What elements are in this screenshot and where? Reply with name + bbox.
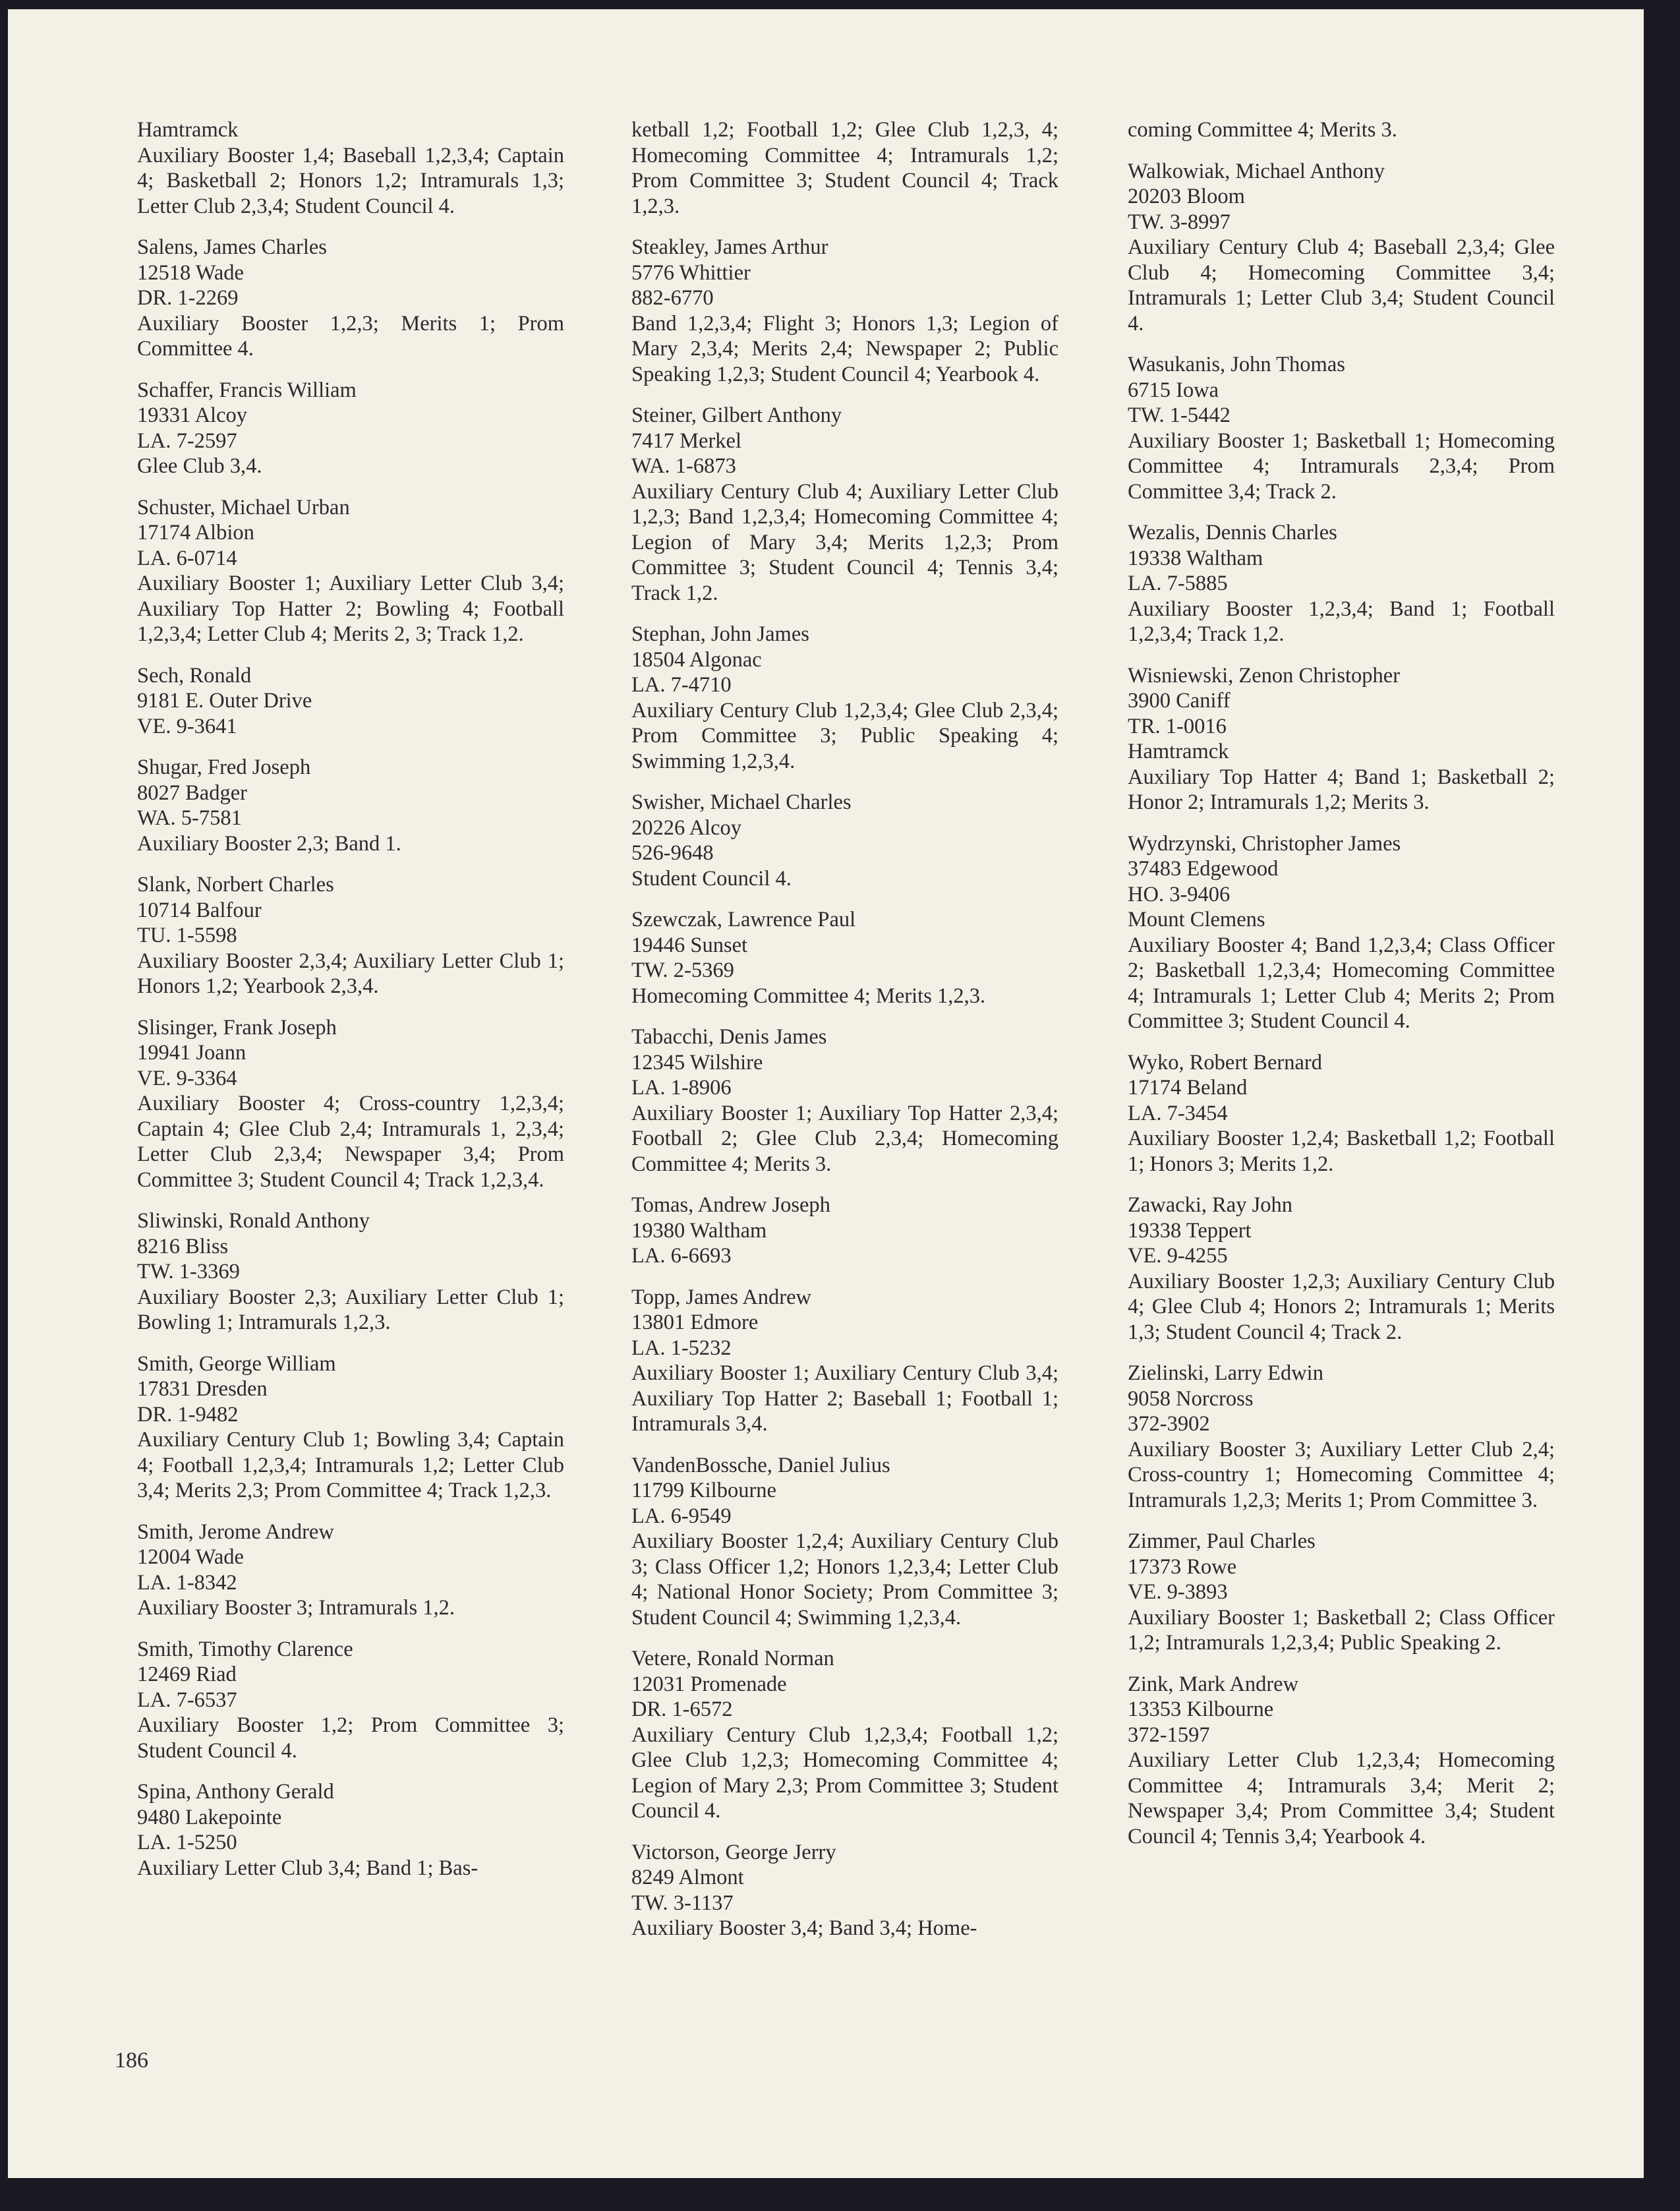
page-number: 186 bbox=[115, 2048, 148, 2073]
entry-detail: LA. 7-3454 bbox=[1128, 1101, 1228, 1125]
student-entry bbox=[631, 1285, 1058, 1437]
entry-detail: LA. 6-0714 bbox=[137, 546, 237, 570]
entry-name: Victorson, George Jerry bbox=[631, 1840, 836, 1864]
entry-name: Sech, Ronald bbox=[137, 663, 252, 688]
entry-activities: Auxiliary Century Club 4; Auxiliary Letter Club 1,2,3; Band 1,2,3,4; Homecoming Committee 4; Legion of Mary 3,4; Merits 1,2,3; Prom Committee 3; Student Council 4; Tennis 3,4; Track 1,2. bbox=[631, 479, 1058, 605]
entry-name: Zawacki, Ray John bbox=[1128, 1193, 1293, 1217]
entry-activities: Auxiliary Booster 2,3; Auxiliary Letter Club 1; Bowling 1; Intramurals 1,2,3. bbox=[137, 1285, 564, 1334]
entry-activities: Auxiliary Booster 3,4; Band 3,4; Home- bbox=[631, 1916, 977, 1940]
entry-detail: 8249 Almont bbox=[631, 1866, 744, 1889]
entry-activities: Auxiliary Booster 1,4; Baseball 1,2,3,4; Captain 4; Basketball 2; Honors 1,2; Intramurals 1,3; Letter Club 2,3,4; Student Council 4. bbox=[137, 143, 564, 218]
entry-activities: Band 1,2,3,4; Flight 3; Honors 1,3; Legion of Mary 2,3,4; Merits 2,4; Newspaper 2; Public Speaking 1,2,3; Student Council 4; Yearbook 4. bbox=[631, 311, 1058, 386]
entry-detail: 19941 Joann bbox=[137, 1041, 246, 1065]
entry-activities: Glee Club 3,4. bbox=[137, 454, 262, 478]
entry-detail: 5776 Whittier bbox=[631, 260, 751, 285]
entry-detail: LA. 1-5250 bbox=[137, 1831, 237, 1854]
student-entry bbox=[137, 1519, 564, 1621]
entry-activities: Auxiliary Letter Club 1,2,3,4; Homecoming Committee 4; Intramurals 3,4; Merit 2; Newspaper 3,4; Prom Committee 3,4; Student Council 4; Tennis 3,4; Yearbook 4. bbox=[1128, 1748, 1555, 1848]
student-entry bbox=[631, 622, 1058, 774]
entry-detail: HO. 3-9406 bbox=[1128, 882, 1231, 906]
entry-name: Slisinger, Frank Joseph bbox=[137, 1015, 337, 1040]
entry-activities: Auxiliary Booster 1,2,3; Merits 1; Prom Committee 4. bbox=[137, 311, 564, 361]
entry-activities: Homecoming Committee 4; Merits 1,2,3. bbox=[631, 984, 986, 1008]
entry-activities: Auxiliary Booster 2,3; Band 1. bbox=[137, 831, 401, 856]
entry-detail: TW. 1-3369 bbox=[137, 1260, 240, 1283]
entry-detail: LA. 7-4710 bbox=[631, 673, 732, 697]
entry-activities: Auxiliary Booster 1,2,3,4; Band 1; Football 1,2,3,4; Track 1,2. bbox=[1128, 597, 1555, 646]
entry-detail: 19380 Waltham bbox=[631, 1218, 767, 1243]
student-entry bbox=[1128, 663, 1555, 815]
entry-detail: 20226 Alcoy bbox=[631, 815, 742, 840]
entry-name: Topp, James Andrew bbox=[631, 1285, 812, 1309]
entry-detail: VE. 9-3893 bbox=[1128, 1580, 1228, 1604]
entry-detail: 3900 Caniff bbox=[1128, 689, 1231, 713]
entry-detail: 12004 Wade bbox=[137, 1545, 244, 1569]
entry-activities: Auxiliary Century Club 1,2,3,4; Football 1,2; Glee Club 1,2,3; Homecoming Committee 4; Legion of Mary 2,3; Prom Committee 3; Student Council 4. bbox=[631, 1723, 1058, 1823]
entry-name: Zimmer, Paul Charles bbox=[1128, 1529, 1316, 1553]
entry-detail: LA. 1-8342 bbox=[137, 1570, 237, 1595]
entry-activities: Auxiliary Century Club 1; Bowling 3,4; Captain 4; Football 1,2,3,4; Intramurals 1,2; Letter Club 3,4; Merits 2,3; Prom Committee 4; Track 1,2,3. bbox=[137, 1428, 564, 1502]
entry-detail: TW. 3-8997 bbox=[1128, 210, 1231, 234]
student-entry bbox=[1128, 1050, 1555, 1177]
entry-activities: Auxiliary Booster 1; Auxiliary Letter Club 3,4; Auxiliary Top Hatter 2; Bowling 4; Football 1,2,3,4; Letter Club 4; Merits 2, 3; Track 1,2. bbox=[137, 572, 564, 646]
student-entry bbox=[137, 1637, 564, 1764]
entry-name: Szewczak, Lawrence Paul bbox=[631, 908, 856, 931]
entry-detail: 8027 Badger bbox=[137, 781, 247, 805]
entry-detail: Mount Clemens bbox=[1128, 908, 1265, 931]
student-entry bbox=[1128, 1193, 1555, 1345]
entry-detail: 9181 E. Outer Drive bbox=[137, 689, 312, 713]
entry-name: Wydrzynski, Christopher James bbox=[1128, 831, 1401, 856]
entry-activities: Auxiliary Booster 1; Auxiliary Century Club 3,4; Auxiliary Top Hatter 2; Baseball 1; Football 1; Intramurals 3,4. bbox=[631, 1361, 1058, 1436]
student-entry bbox=[1128, 352, 1555, 504]
student-entry bbox=[137, 755, 564, 856]
entry-detail: 12031 Promenade bbox=[631, 1672, 787, 1696]
entry-name: Schaffer, Francis William bbox=[137, 378, 357, 402]
entry-detail: Hamtramck bbox=[1128, 740, 1229, 763]
student-entry bbox=[137, 1351, 564, 1504]
student-entry bbox=[1128, 520, 1555, 647]
student-entry bbox=[631, 790, 1058, 891]
entry-detail: WA. 1-6873 bbox=[631, 454, 736, 478]
entry-detail: DR. 1-2269 bbox=[137, 286, 239, 310]
student-entry bbox=[1128, 831, 1555, 1034]
directory-column bbox=[631, 117, 1058, 1957]
entry-activities: Auxiliary Booster 1,2,4; Auxiliary Century Club 3; Class Officer 1,2; Honors 1,2,3,4; Letter Club 4; National Honor Society; Prom Committee 3; Student Council 4; Swimming 1,2,3,4. bbox=[631, 1529, 1058, 1630]
entry-detail: 18504 Algonac bbox=[631, 647, 762, 672]
entry-detail: 882-6770 bbox=[631, 286, 714, 310]
entry-detail: 17831 Dresden bbox=[137, 1377, 268, 1401]
entry-detail: LA. 6-6693 bbox=[631, 1244, 732, 1268]
entry-detail: TR. 1-0016 bbox=[1128, 714, 1227, 738]
entry-detail: 37483 Edgewood bbox=[1128, 857, 1279, 881]
entry-name: Spina, Anthony Gerald bbox=[137, 1780, 334, 1804]
student-entry bbox=[631, 1840, 1058, 1941]
entry-detail: VE. 9-3641 bbox=[137, 714, 237, 738]
student-entry bbox=[1128, 1529, 1555, 1656]
entry-detail: 9480 Lakepointe bbox=[137, 1805, 282, 1829]
entry-name: Wezalis, Dennis Charles bbox=[1128, 521, 1337, 545]
yearbook-page bbox=[8, 9, 1644, 2178]
student-entry bbox=[137, 117, 564, 219]
student-entry bbox=[1128, 1672, 1555, 1850]
student-entry bbox=[631, 235, 1058, 387]
entry-detail: 8216 Bliss bbox=[137, 1234, 229, 1258]
entry-name: Smith, George William bbox=[137, 1351, 336, 1376]
student-entry bbox=[631, 403, 1058, 606]
entry-activities: Auxiliary Booster 1,2; Prom Committee 3; Student Council 4. bbox=[137, 1713, 564, 1763]
entry-activities: Auxiliary Booster 4; Band 1,2,3,4; Class Officer 2; Basketball 1,2,3,4; Homecoming Committee 4; Intramurals 1; Letter Club 4; Merits 2; Prom Committee 3; Student Council 4. bbox=[1128, 933, 1555, 1033]
entry-detail: 7417 Merkel bbox=[631, 428, 741, 453]
student-entry bbox=[137, 378, 564, 479]
entry-detail: LA. 7-5885 bbox=[1128, 572, 1228, 595]
entry-detail: 17174 Beland bbox=[1128, 1076, 1248, 1100]
entry-activities: Auxiliary Booster 1,2,3; Auxiliary Century Club 4; Glee Club 4; Honors 2; Intramurals 1; Merits 1,3; Student Council 4; Track 2. bbox=[1128, 1269, 1555, 1344]
entry-activities: Auxiliary Century Club 4; Baseball 2,3,4; Glee Club 4; Homecoming Committee 3,4; Intramurals 1; Letter Club 3,4; Student Council 4. bbox=[1128, 235, 1555, 336]
entry-name: Smith, Jerome Andrew bbox=[137, 1519, 334, 1544]
entry-detail: LA. 1-5232 bbox=[631, 1336, 732, 1360]
student-entry bbox=[1128, 159, 1555, 337]
entry-detail: 6715 Iowa bbox=[1128, 378, 1219, 402]
entry-detail: 20203 Bloom bbox=[1128, 185, 1245, 208]
student-entry bbox=[631, 1193, 1058, 1269]
entry-name: Slank, Norbert Charles bbox=[137, 873, 334, 897]
entry-detail: DR. 1-6572 bbox=[631, 1697, 733, 1721]
entry-detail: WA. 5-7581 bbox=[137, 806, 242, 830]
entry-detail: 372-3902 bbox=[1128, 1412, 1210, 1436]
entry-detail: LA. 7-6537 bbox=[137, 1688, 237, 1712]
student-entry bbox=[137, 1208, 564, 1336]
continued-activities: ketball 1,2; Football 1,2; Glee Club 1,2,3, 4; Homecoming Committee 4; Intramurals 1,2; Prom Committee 3; Student Council 4; Track 1,2,3. bbox=[631, 118, 1058, 218]
entry-detail: 526-9648 bbox=[631, 841, 714, 865]
entry-detail: 17174 Albion bbox=[137, 521, 254, 545]
entry-detail: 372-1597 bbox=[1128, 1723, 1210, 1747]
entry-detail: VE. 9-3364 bbox=[137, 1066, 237, 1090]
entry-detail: TW. 1-5442 bbox=[1128, 403, 1231, 427]
continued-activities: coming Committee 4; Merits 3. bbox=[1128, 118, 1397, 142]
entry-activities: Auxiliary Booster 1; Basketball 2; Class Officer 1,2; Intramurals 1,2,3,4; Public Speaking 2. bbox=[1128, 1605, 1555, 1655]
entry-activities: Auxiliary Booster 4; Cross-country 1,2,3,4; Captain 4; Glee Club 2,4; Intramurals 1, 2,3,4; Letter Club 2,3,4; Newspaper 3,4; Prom Committee 3; Student Council 4; Track 1,2,3,4. bbox=[137, 1092, 564, 1192]
student-entry bbox=[137, 872, 564, 999]
entry-detail: 19331 Alcoy bbox=[137, 403, 248, 427]
entry-activities: Auxiliary Booster 1,2,4; Basketball 1,2; Football 1; Honors 3; Merits 1,2. bbox=[1128, 1127, 1555, 1176]
entry-detail: DR. 1-9482 bbox=[137, 1402, 239, 1427]
entry-activities: Auxiliary Top Hatter 4; Band 1; Basketball 2; Honor 2; Intramurals 1,2; Merits 3. bbox=[1128, 765, 1555, 814]
entry-detail: 19446 Sunset bbox=[631, 933, 748, 957]
entry-activities: Auxiliary Booster 3; Intramurals 1,2. bbox=[137, 1596, 455, 1620]
entry-name: Wasukanis, John Thomas bbox=[1128, 353, 1345, 376]
entry-name: Hamtramck bbox=[137, 118, 239, 142]
entry-name: Schuster, Michael Urban bbox=[137, 495, 350, 519]
entry-detail: 12345 Wilshire bbox=[631, 1050, 763, 1075]
entry-name: VandenBossche, Daniel Julius bbox=[631, 1453, 890, 1477]
entry-name: Sliwinski, Ronald Anthony bbox=[137, 1209, 370, 1233]
entry-name: Zielinski, Larry Edwin bbox=[1128, 1361, 1323, 1385]
entry-name: Walkowiak, Michael Anthony bbox=[1128, 159, 1385, 183]
entry-detail: TW. 3-1137 bbox=[631, 1891, 734, 1915]
student-entry bbox=[631, 1024, 1058, 1177]
entry-detail: 19338 Waltham bbox=[1128, 546, 1263, 570]
entry-detail: 12518 Wade bbox=[137, 260, 244, 285]
student-entry bbox=[137, 1015, 564, 1193]
entry-name: Tomas, Andrew Joseph bbox=[631, 1193, 830, 1217]
student-entry bbox=[137, 1779, 564, 1881]
entry-detail: 12469 Riad bbox=[137, 1663, 237, 1686]
entry-name: Zink, Mark Andrew bbox=[1128, 1672, 1299, 1696]
entry-detail: 10714 Balfour bbox=[137, 898, 262, 922]
entry-activities: Auxiliary Booster 2,3,4; Auxiliary Letter Club 1; Honors 1,2; Yearbook 2,3,4. bbox=[137, 949, 564, 998]
entry-detail: 13801 Edmore bbox=[631, 1311, 759, 1334]
entry-name: Tabacchi, Denis James bbox=[631, 1025, 827, 1049]
entry-name: Smith, Timothy Clarence bbox=[137, 1637, 353, 1661]
entry-detail: 11799 Kilbourne bbox=[631, 1479, 776, 1502]
entry-name: Wisniewski, Zenon Christopher bbox=[1128, 663, 1401, 688]
entry-detail: 13353 Kilbourne bbox=[1128, 1697, 1274, 1721]
entry-detail: LA. 7-2597 bbox=[137, 428, 237, 453]
student-entry bbox=[1128, 1361, 1555, 1513]
entry-activities: Auxiliary Booster 1; Auxiliary Top Hatter 2,3,4; Football 2; Glee Club 2,3,4; Homecoming Committee 4; Merits 3. bbox=[631, 1101, 1058, 1176]
student-entry bbox=[137, 663, 564, 740]
entry-activities: Student Council 4. bbox=[631, 866, 792, 891]
student-entry bbox=[631, 1646, 1058, 1824]
entry-activities: Auxiliary Century Club 1,2,3,4; Glee Club 2,3,4; Prom Committee 3; Public Speaking 4; Swimming 1,2,3,4. bbox=[631, 698, 1058, 773]
student-entry bbox=[631, 907, 1058, 1009]
directory-column bbox=[137, 117, 564, 1897]
entry-detail: 17373 Rowe bbox=[1128, 1554, 1237, 1579]
entry-name: Salens, James Charles bbox=[137, 235, 327, 259]
entry-name: Swisher, Michael Charles bbox=[631, 790, 852, 814]
entry-name: Steiner, Gilbert Anthony bbox=[631, 403, 842, 427]
entry-name: Stephan, John James bbox=[631, 622, 809, 646]
entry-detail: TU. 1-5598 bbox=[137, 924, 237, 947]
student-entry bbox=[137, 235, 564, 362]
entry-name: Shugar, Fred Joseph bbox=[137, 755, 311, 779]
entry-name: Wyko, Robert Bernard bbox=[1128, 1050, 1322, 1075]
entry-name: Vetere, Ronald Norman bbox=[631, 1647, 834, 1670]
entry-detail: VE. 9-4255 bbox=[1128, 1244, 1228, 1268]
entry-name: Steakley, James Arthur bbox=[631, 235, 828, 259]
entry-detail: TW. 2-5369 bbox=[631, 958, 734, 982]
directory-column bbox=[1128, 117, 1555, 1865]
entry-detail: LA. 6-9549 bbox=[631, 1504, 732, 1528]
entry-activities: Auxiliary Booster 3; Auxiliary Letter Club 2,4; Cross-country 1; Homecoming Committee 4; Intramurals 1,2,3; Merits 1; Prom Committee 3. bbox=[1128, 1437, 1555, 1512]
student-entry bbox=[137, 495, 564, 647]
student-entry bbox=[631, 1453, 1058, 1631]
entry-detail: LA. 1-8906 bbox=[631, 1076, 732, 1100]
entry-activities: Auxiliary Booster 1; Basketball 1; Homecoming Committee 4; Intramurals 2,3,4; Prom Committee 3,4; Track 2. bbox=[1128, 428, 1555, 504]
entry-detail: 19338 Teppert bbox=[1128, 1218, 1252, 1243]
entry-detail: 9058 Norcross bbox=[1128, 1386, 1254, 1411]
entry-activities: Auxiliary Letter Club 3,4; Band 1; Bas- bbox=[137, 1856, 478, 1880]
